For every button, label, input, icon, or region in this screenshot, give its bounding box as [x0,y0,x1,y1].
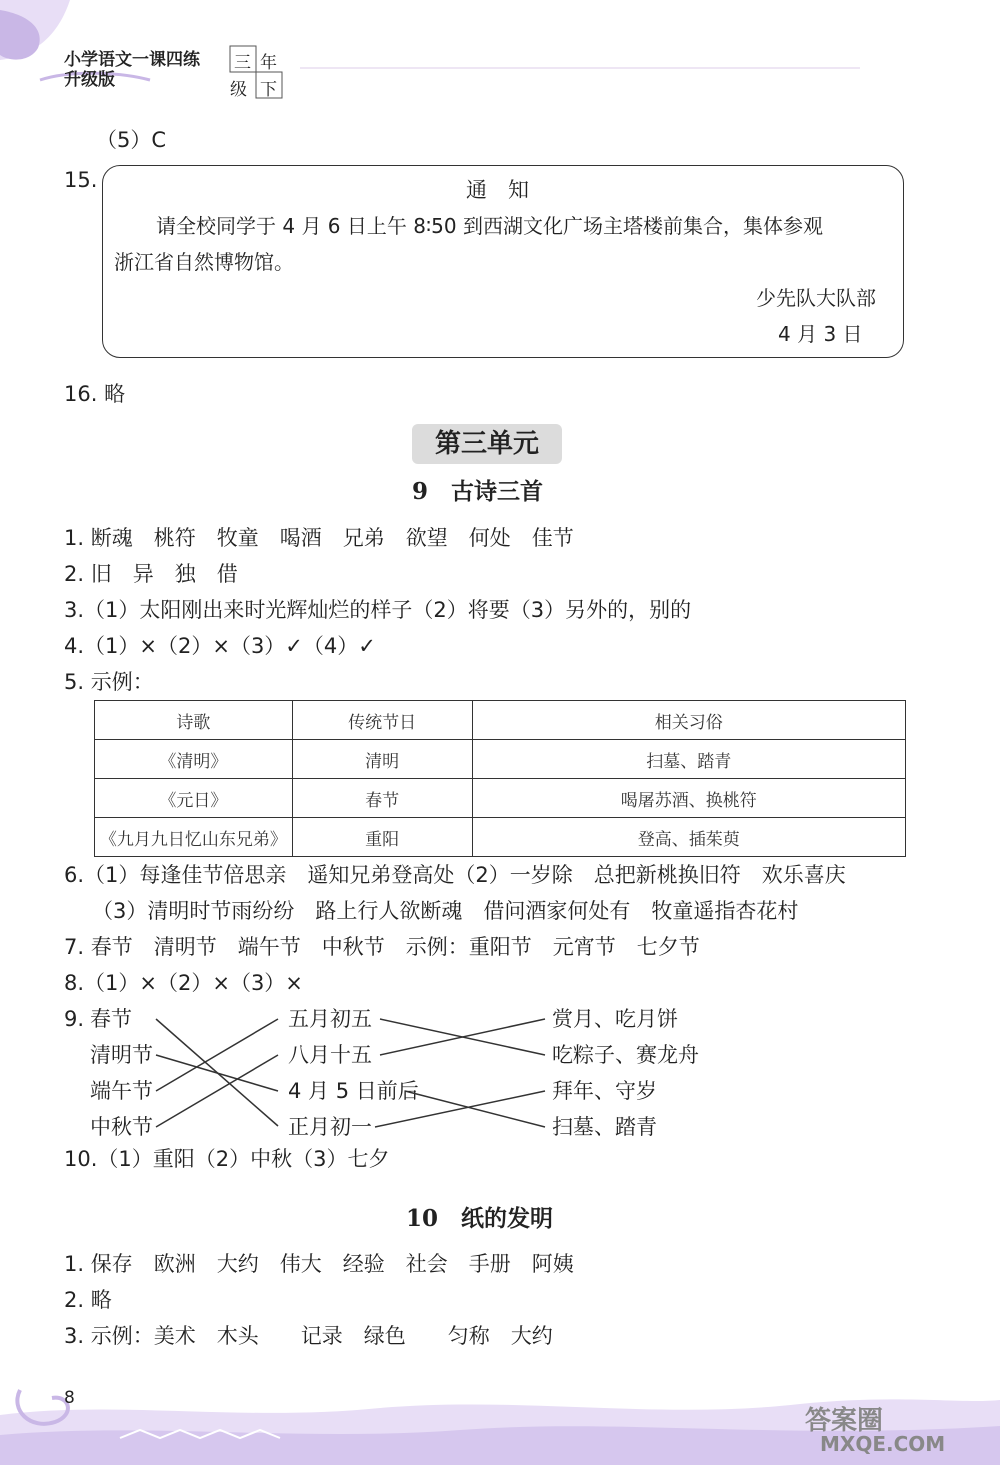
match-festival: 中秋节 [90,1115,153,1139]
book-title-line2: 升级版 [64,70,115,90]
match-date: 八月十五 [288,1043,372,1067]
lesson9-q6-line1: 6.（1）每逢佳节倍思亲 遥知兄弟登高处（2）一岁除 总把新桃换旧符 欢乐喜庆 [64,863,846,887]
table-cell: 登高、插茱萸 [472,818,905,857]
notice-body-line1: 请全校同学于 4 月 6 日上午 8∶50 到西湖文化广场主塔楼前集合，集体参观 [156,214,823,238]
table-header: 传统节日 [292,701,472,740]
table-header: 诗歌 [95,701,293,740]
watermark: 答案圈 [805,1406,884,1436]
grade-char-c: 级 [230,80,247,100]
table-cell: 《元日》 [95,779,293,818]
table-cell: 扫墓、踏青 [472,740,905,779]
grade-char-a: 三 [234,53,251,73]
table-cell: 春节 [292,779,472,818]
table-cell: 《九月九日忆山东兄弟》 [95,818,293,857]
match-custom: 赏月、吃月饼 [552,1007,678,1031]
lesson9-q1: 1. 断魂 桃符 牧童 喝酒 兄弟 欲望 何处 佳节 [64,526,574,550]
grade-char-d: 下 [260,80,277,100]
lesson9-q10: 10.（1）重阳（2）中秋（3）七夕 [64,1147,390,1171]
match-custom: 吃粽子、赛龙舟 [552,1043,699,1067]
table-cell: 清明 [292,740,472,779]
match-custom: 扫墓、踏青 [552,1115,657,1139]
lesson9-q8: 8.（1）×（2）×（3）× [64,971,303,995]
lesson9-q4: 4.（1）×（2）×（3）✓（4）✓ [64,634,376,658]
notice-date: 4 月 3 日 [778,322,863,346]
answer-16: 16. 略 [64,382,126,406]
answer-14-5: （5）C [96,128,167,152]
match-date: 正月初一 [288,1115,372,1139]
notice-signature: 少先队大队部 [756,286,876,310]
grade-char-b: 年 [260,53,277,73]
book-title-line1: 小学语文一课四练 [64,50,200,70]
lesson9-q2: 2. 旧 异 独 借 [64,562,238,586]
lesson-10-title: 10 纸的发明 [406,1205,554,1232]
match-date: 4 月 5 日前后 [288,1079,419,1103]
lesson9-q6-line2: （3）清明时节雨纷纷 路上行人欲断魂 借问酒家何处有 牧童遥指杏花村 [92,899,799,923]
lesson9-q9-number: 9. [64,1007,85,1031]
table-cell: 喝屠苏酒、换桃符 [472,779,905,818]
lesson-9-title: 9 古诗三首 [412,478,544,505]
lesson10-q1: 1. 保存 欧洲 大约 伟大 经验 社会 手册 阿姨 [64,1252,574,1276]
lesson9-q3: 3.（1）太阳刚出来时光辉灿烂的样子（2）将要（3）另外的，别的 [64,598,692,622]
unit-title: 第三单元 [412,424,562,464]
lesson10-q3: 3. 示例：美术 木头 记录 绿色 匀称 大约 [64,1324,553,1348]
match-date: 五月初五 [288,1007,372,1031]
table-cell: 重阳 [292,818,472,857]
match-festival: 春节 [90,1007,132,1031]
watermark-url: MXQE.COM [820,1432,946,1456]
lesson9-q5: 5. 示例： [64,670,154,694]
table-cell: 《清明》 [95,740,293,779]
match-custom: 拜年、守岁 [552,1079,657,1103]
page-number: 8 [64,1388,75,1408]
lesson10-q2: 2. 略 [64,1288,112,1312]
notice-body-line2: 浙江省自然博物馆。 [114,250,294,274]
match-festival: 端午节 [90,1079,153,1103]
match-festival: 清明节 [90,1043,153,1067]
question-15-number: 15. [64,168,98,192]
table-header: 相关习俗 [472,701,905,740]
notice-title: 通 知 [466,178,529,202]
lesson9-q7: 7. 春节 清明节 端午节 中秋节 示例：重阳节 元宵节 七夕节 [64,935,700,959]
